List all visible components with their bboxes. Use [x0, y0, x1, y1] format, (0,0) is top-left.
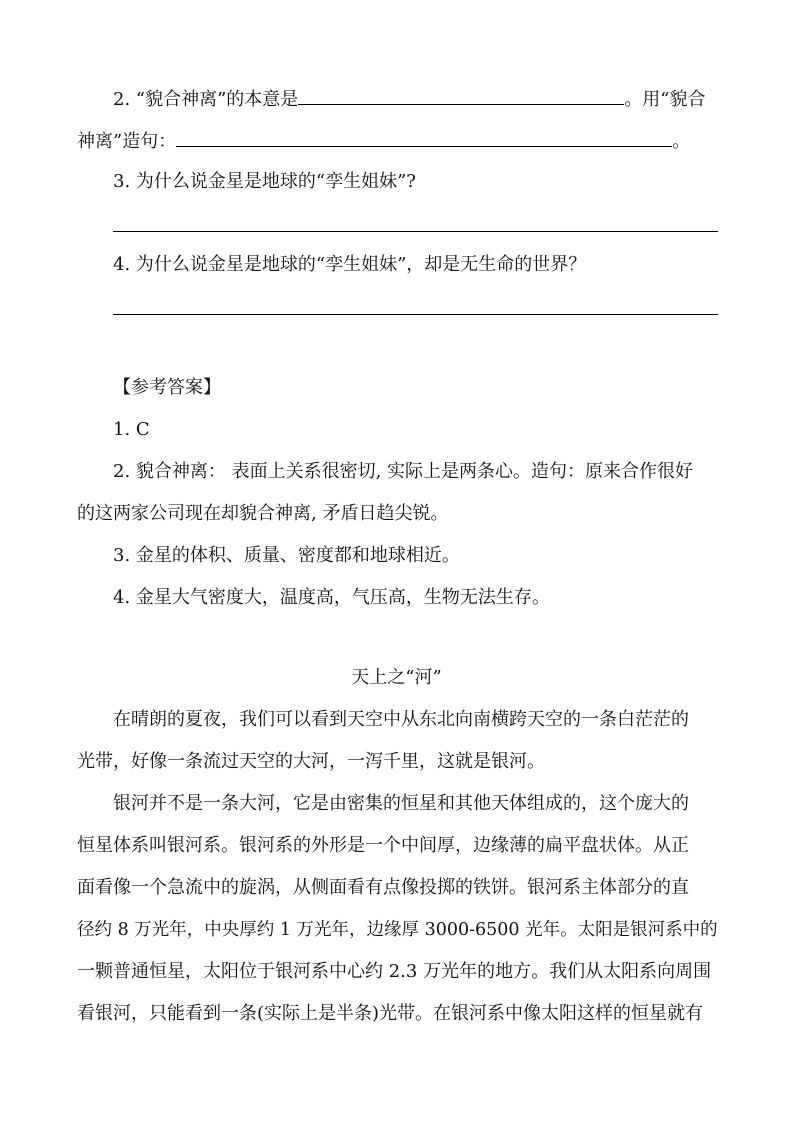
question-3: 3. 为什么说金星是地球的“孪生姐妹”? — [113, 171, 416, 192]
paragraph-2-line-4: 径约 8 万光年，中央厚约 1 万光年，边缘厚 3000-6500 光年。太阳是银河系中的 — [77, 920, 718, 940]
paragraph-1-line-2: 光带，好像一条流过天空的大河，一泻千里，这就是银河。 — [77, 751, 545, 772]
article-title: 天上之“河” — [351, 667, 442, 688]
paragraph-2-line-5: 一颗普通恒星，太阳位于银河系中心约 2.3 万光年的地方。我们从太阳系向周围 — [77, 961, 712, 982]
answer-blank-sentence — [176, 128, 672, 147]
answer-1: 1. C — [113, 419, 150, 440]
answer-2-line-1: 2. 貌合神离： 表面上关系很密切, 实际上是两条心。造句：原来合作很好 — [113, 461, 694, 482]
answer-3: 3. 金星的体积、质量、密度都和地球相近。 — [113, 545, 460, 566]
answer-2-line-2: 的这两家公司现在却貌合神离, 矛盾日趋尖锐。 — [77, 503, 449, 524]
answer-line-q4 — [113, 314, 718, 315]
answers-heading: 【参考答案】 — [113, 377, 221, 398]
paragraph-2-line-6: 看银河，只能看到一条(实际上是半条)光带。在银河系中像太阳这样的恒星就有 — [77, 1003, 704, 1024]
answer-4: 4. 金星大气密度大，温度高，气压高，生物无法生存。 — [113, 587, 550, 608]
question-2-mid: 。用“貌合 — [624, 89, 706, 110]
paragraph-2-line-3: 面看像一个急流中的旋涡，从侧面看有点像投掷的铁饼。银河系主体部分的直 — [77, 877, 689, 898]
answer-line-q3 — [113, 231, 718, 232]
paragraph-2-line-2: 恒星体系叫银河系。银河系的外形是一个中间厚，边缘薄的扁平盘状体。从正 — [77, 835, 689, 856]
question-2-end: 。 — [672, 131, 691, 152]
question-2-line2-prefix: 神离”造句： — [77, 131, 177, 152]
question-2-line-2 — [77, 128, 690, 154]
paragraph-1-line-1: 在晴朗的夏夜，我们可以看到天空中从东北向南横跨天空的一条白茫茫的 — [113, 709, 689, 730]
question-2-prefix: 2. “貌合神离”的本意是 — [113, 89, 299, 110]
question-4: 4. 为什么说金星是地球的“孪生姐妹”，却是无生命的世界？ — [113, 254, 587, 275]
paragraph-2-line-1: 银河并不是一条大河，它是由密集的恒星和其他天体组成的，这个庞大的 — [113, 793, 689, 814]
answer-blank-meaning — [298, 86, 624, 105]
question-2-line-1 — [113, 86, 706, 112]
